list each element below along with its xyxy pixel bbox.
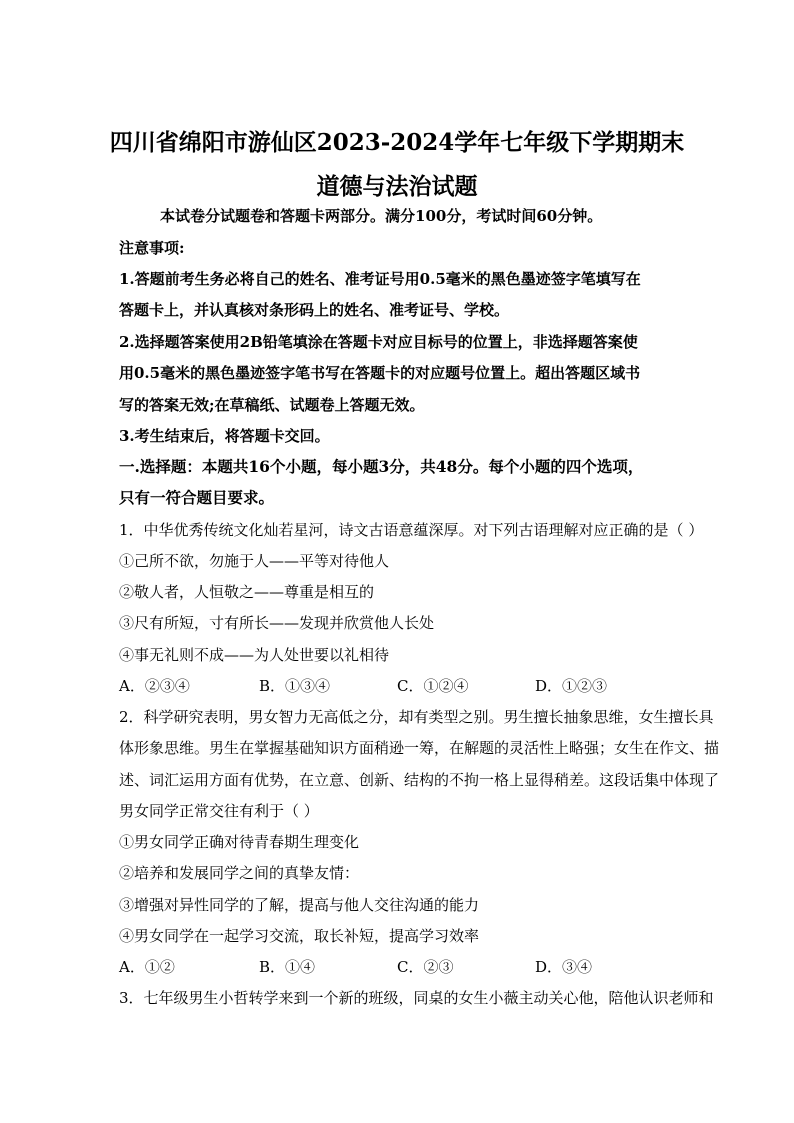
option-a: A．①②	[119, 958, 175, 976]
question-2-item: ①男女同学正确对待青春期生理变化	[119, 833, 360, 851]
notes-heading: 注意事项:	[119, 239, 185, 257]
option-c: C．①②④	[397, 677, 469, 695]
option-c: C．②③	[397, 958, 454, 976]
exam-subtitle: 道德与法治试题	[316, 173, 478, 200]
option-b: B．①③④	[259, 677, 331, 695]
option-d: D．①②③	[535, 677, 608, 695]
question-2-stem: 体形象思维。男生在掌握基础知识方面稍逊一筹，在解题的灵活性上略强；女生在作文、描	[119, 739, 720, 757]
section-heading: 一.选择题：本题共16个小题，每小题3分，共48分。每个小题的四个选项，	[119, 457, 644, 476]
option-a: A．②③④	[119, 677, 190, 695]
notes-line: 答题卡上，并认真核对条形码上的姓名、准考证号、学校。	[119, 301, 510, 319]
notes-line: 用0.5毫米的黑色墨迹签字笔书写在答题卡的对应题号位置上。超出答题区域书	[119, 364, 641, 382]
question-2-stem: 男女同学正常交往有利于（ ）	[119, 802, 319, 820]
question-2-item: ②培养和发展同学之间的真挚友情：	[119, 864, 360, 882]
question-2-stem: 述、词汇运用方面有优势，在立意、创新、结构的不拘一格上显得稍差。这段话集中体现了	[119, 771, 720, 789]
exam-title: 四川省绵阳市游仙区2023-2024学年七年级下学期期末	[109, 129, 685, 156]
option-b: B．①④	[259, 958, 316, 976]
option-d: D．③④	[535, 958, 593, 976]
question-2-item: ③增强对异性同学的了解，提高与他人交往沟通的能力	[119, 896, 480, 914]
section-heading-cont: 只有一符合题目要求。	[119, 488, 275, 507]
question-1-item: ③尺有所短，寸有所长——发现并欣赏他人长处	[119, 614, 435, 632]
notes-line: 1.答题前考生务必将自己的姓名、准考证号用0.5毫米的黑色墨迹签字笔填写在	[119, 270, 641, 288]
question-1-item: ①己所不欲，勿施于人——平等对待他人	[119, 552, 390, 570]
notes-line: 写的答案无效;在草稿纸、试题卷上答题无效。	[119, 396, 425, 414]
question-2-item: ④男女同学在一起学习交流，取长补短，提高学习效率	[119, 927, 480, 945]
notes-line: 3.考生结束后，将答题卡交回。	[119, 427, 330, 445]
question-1-stem: 1．中华优秀传统文化灿若星河，诗文古语意蕴深厚。对下列古语理解对应正确的是（ ）	[119, 521, 704, 539]
question-1-item: ④事无礼则不成——为人处世要以礼相待	[119, 646, 390, 664]
question-2-stem: 2．科学研究表明，男女智力无高低之分，却有类型之别。男生擅长抽象思维，女生擅长具	[119, 708, 714, 726]
question-3-stem: 3．七年级男生小哲转学来到一个新的班级，同桌的女生小薇主动关心他，陪他认识老师和	[119, 989, 714, 1007]
intro-text: 本试卷分试题卷和答题卡两部分。满分100分，考试时间60分钟。	[160, 207, 603, 225]
notes-line: 2.选择题答案使用2B铅笔填涂在答题卡对应目标号的位置上，非选择题答案使	[119, 333, 638, 351]
question-1-item: ②敬人者，人恒敬之——尊重是相互的	[119, 583, 375, 601]
